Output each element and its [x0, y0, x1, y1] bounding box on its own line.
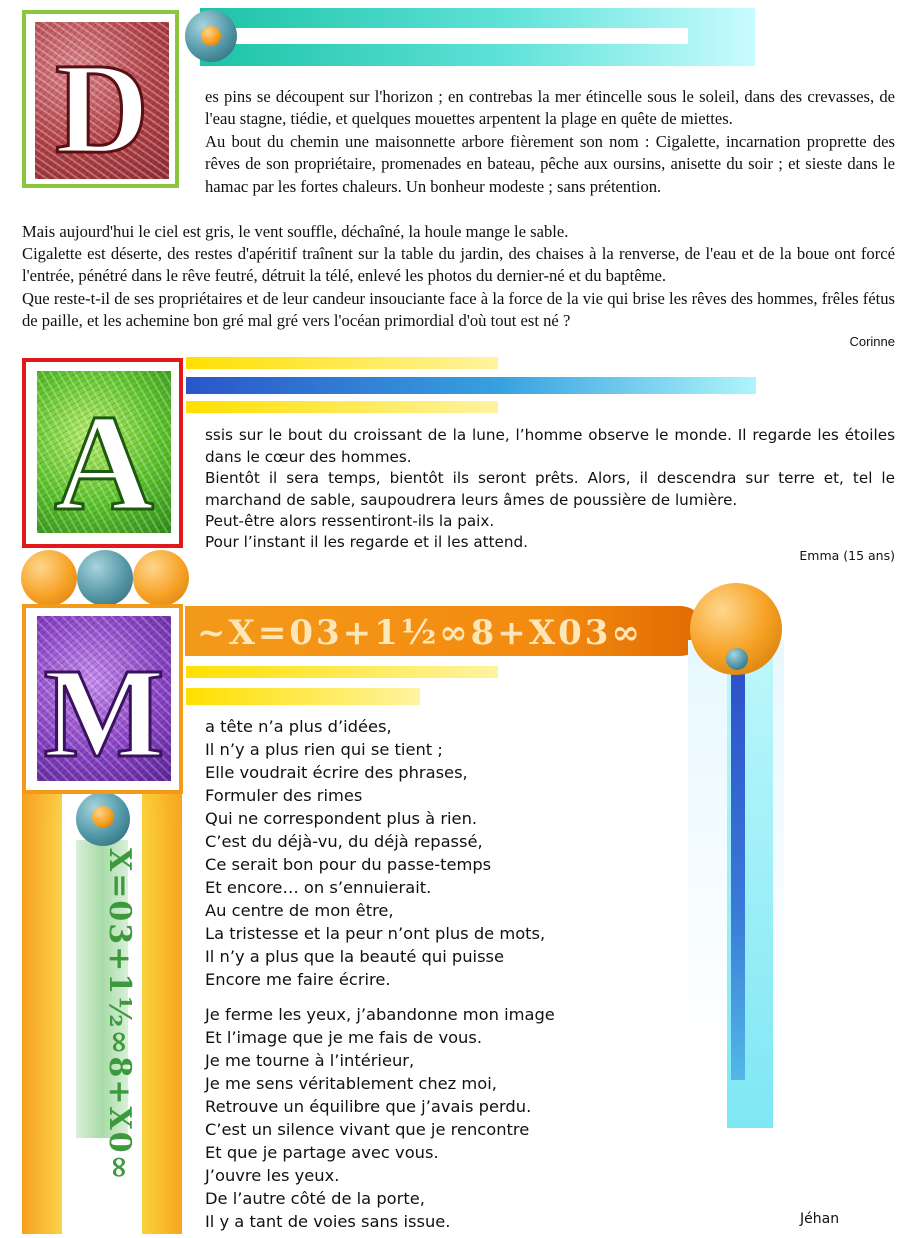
section2-paragraph-3: Peut-être alors ressentiront-ils la paix. — [205, 512, 495, 530]
dropcap-tile-a — [37, 371, 171, 539]
poem-line: a tête n’a plus d’idées, — [205, 717, 392, 736]
poem-stanza-2 — [205, 1003, 675, 1233]
poem-line: Ce serait bon pour du passe-temps — [205, 855, 492, 874]
dropcap-letter-d — [35, 22, 169, 179]
orange-sphere-ornament — [21, 550, 77, 606]
poem-line: J’ouvre les yeux. — [205, 1166, 340, 1185]
poem-line: La tristesse et la peur n’ont plus de mots, — [205, 924, 546, 943]
yellow-bar — [186, 666, 498, 678]
green-glyph-strip — [76, 840, 137, 1182]
section1-paragraph-1: es pins se découpent sur l'horizon ; en contrebas la mer étincelle sous le soleil, dans des crevasses, de l'eau stagne, tiédie, et quelques mouettes arpentent la plage en quête de miettes. — [205, 87, 895, 129]
section1-paragraph-3: Mais aujourd'hui le ciel est gris, le vent souffle, déchaîné, la houle mange le sable. — [22, 222, 569, 241]
poem-line: C’est du déjà-vu, du déjà repassé, — [205, 832, 483, 851]
svg-text:M: M — [43, 642, 165, 784]
section1-paragraph-4: Cigalette est déserte, des restes d'apéritif traînent sur la table du jardin, des chaises à la renverse, de l'eau et de la boue ont forcé l'entrée, pénétré dans le rêve feutré, détruit la télé, enlevé les photos du dernier-né et du baptême. — [22, 244, 895, 286]
teal-sphere-ornament — [77, 550, 133, 606]
green-glyph-decoration — [76, 840, 137, 1182]
poem-line: Il n’y a plus rien qui se tient ; — [205, 740, 443, 759]
poem-line: C’est un silence vivant que je rencontre — [205, 1120, 530, 1139]
yellow-bar — [186, 688, 420, 705]
svg-text:D: D — [55, 37, 149, 181]
signature-emma: Emma (15 ans) — [799, 548, 895, 563]
header-bar-highlight — [200, 28, 688, 44]
poem-line: Il n’y a plus que la beauté qui puisse — [205, 947, 505, 966]
svg-text:~X=03+1½∞8+X03∞: ~X=03+1½∞8+X03∞ — [197, 613, 643, 653]
poem-line: Et que je partage avec vous. — [205, 1143, 439, 1162]
section2-paragraph-2: Bientôt il sera temps, bientôt ils seront prêts. Alors, il descendra sur terre et, tel le marchand de sable, saupoudrera leurs âmes de poussière de lumière. — [205, 469, 895, 509]
poem-line: Au centre de mon être, — [205, 901, 394, 920]
section1-paragraph-5: Que reste-t-il de ses propriétaires et de leur candeur insouciante face à la force de la vie qui brise les rêves des hommes, frêles fétus de paille, et les achemine bon gré mal gré vers l'océan primordial d'où tout est né ? — [22, 289, 895, 331]
poem-line: Je me tourne à l’intérieur, — [205, 1051, 415, 1070]
yellow-bar — [186, 357, 498, 369]
poem-line: Il y a tant de voies sans issue. — [205, 1212, 451, 1231]
poem-line: Et encore… on s’ennuierait. — [205, 878, 432, 897]
poem-line: Elle voudrait écrire des phrases, — [205, 763, 468, 782]
dropcap-letter-m — [37, 616, 171, 784]
orange-sphere-ornament — [133, 550, 189, 606]
blue-vertical-bar — [731, 660, 745, 1080]
poem-line: Et l’image que je me fais de vous. — [205, 1028, 483, 1047]
poem-line: Je ferme les yeux, j’abandonne mon image — [205, 1005, 555, 1024]
section2-paragraph-1: ssis sur le bout du croissant de la lune, l’homme observe le monde. Il regarde les étoiles dans le cœur des hommes. — [205, 426, 895, 466]
orange-dot-ornament — [92, 806, 114, 828]
orange-glyph-decoration — [185, 606, 705, 656]
signature-corinne: Corinne — [849, 334, 895, 349]
poem-line: Formuler des rimes — [205, 786, 363, 805]
dropcap-tile-m — [37, 616, 171, 784]
dropcap-letter-a — [37, 371, 171, 539]
section2-paragraph-4: Pour l’instant il les regarde et il les attend. — [205, 533, 528, 551]
poem-line: Qui ne correspondent plus à rien. — [205, 809, 478, 828]
yellow-bar — [186, 401, 498, 413]
section1-paragraph-2: Au bout du chemin une maisonnette arbore fièrement son nom : Cigalette, incarnation proprette des rêves de son propriétaire, promenades en bateau, pêche aux oursins, anisette du soir ; et sieste dans le hamac par les fortes chaleurs. Un bonheur modeste ; sans prétention. — [205, 132, 895, 196]
poem-stanza-1 — [205, 715, 675, 991]
poem-line: Encore me faire écrire. — [205, 970, 391, 989]
poem-line: Retrouve un équilibre que j’avais perdu. — [205, 1097, 532, 1116]
blue-gradient-bar — [186, 377, 756, 394]
poem-line: De l’autre côté de la porte, — [205, 1189, 425, 1208]
orange-glyph-strip — [185, 606, 705, 656]
dropcap-tile-d — [35, 22, 169, 179]
orange-dot-ornament — [201, 26, 221, 46]
poem-line: Je me sens véritablement chez moi, — [205, 1074, 497, 1093]
teal-dot-ornament — [726, 648, 748, 670]
signature-jehan: Jéhan — [800, 1211, 840, 1227]
svg-text:A: A — [54, 386, 154, 539]
svg-text:X=03+1½∞8+X0∞: X=03+1½∞8+X0∞ — [102, 848, 137, 1182]
